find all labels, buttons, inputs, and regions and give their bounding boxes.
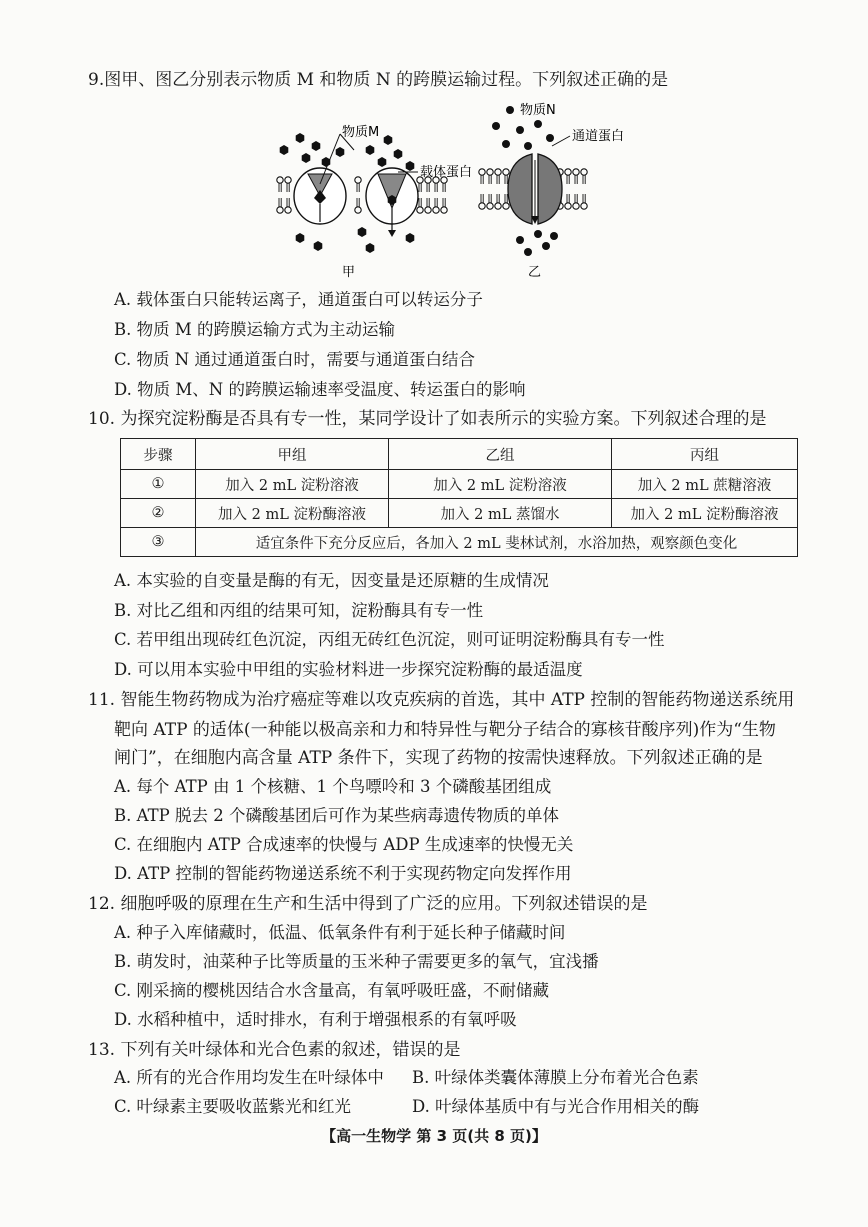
caption-a: 甲 — [342, 265, 356, 280]
label-channel: 通道蛋白 — [572, 129, 625, 144]
q13-option-a: A. 所有的光合作用均发生在叶绿体中 — [114, 1068, 384, 1087]
channel-protein — [508, 154, 562, 224]
q13-option-d: D. 叶绿体基质中有与光合作用相关的酶 — [412, 1097, 700, 1116]
table-cell-merged: 适宜条件下充分反应后，各加入 2 mL 斐林试剂，水浴加热，观察颜色变化 — [196, 528, 798, 557]
q12-option-b: B. 萌发时，油菜种子比等质量的玉米种子需要更多的氧气，宜浅播 — [114, 952, 599, 971]
table-header: 乙组 — [389, 439, 612, 470]
footer-page-number: 第 3 页(共 8 页)】 — [416, 1127, 547, 1145]
q11-option-d: D. ATP 控制的智能药物递送系统不利于实现药物定向发挥作用 — [114, 864, 572, 883]
table-header-row — [121, 439, 798, 470]
q9-stem: 9.图甲、图乙分别表示物质 M 和物质 N 的跨膜运输过程。下列叙述正确的是 — [88, 70, 669, 90]
table-header: 步骤 — [121, 439, 196, 470]
carrier-protein-2 — [366, 168, 418, 237]
table-cell: ① — [121, 470, 196, 499]
q11-stem-line-1: 11. 智能生物药物成为治疗癌症等难以攻克疾病的首选，其中 ATP 控制的智能药物递送系统用 — [88, 690, 795, 710]
table-cell: ② — [121, 499, 196, 528]
table-cell: 加入 2 mL 淀粉溶液 — [389, 470, 612, 499]
table-row — [121, 470, 798, 499]
q13-option-b: B. 叶绿体类囊体薄膜上分布着光合色素 — [412, 1068, 699, 1087]
q11-stem-line-3: 闸门”，在细胞内高含量 ATP 条件下，实现了药物的按需快速释放。下列叙述正确的是 — [114, 748, 763, 768]
table-cell: ③ — [121, 528, 196, 557]
q9-option-c: C. 物质 N 通过通道蛋白时，需要与通道蛋白结合 — [114, 350, 475, 369]
table-row — [121, 499, 798, 528]
membrane-b — [479, 169, 587, 209]
table-row — [121, 528, 798, 557]
label-m: 物质M — [342, 125, 380, 140]
carrier-protein-1 — [294, 168, 346, 224]
table-cell: 加入 2 mL 蒸馏水 — [389, 499, 612, 528]
q12-option-c: C. 刚采摘的樱桃因结合水含量高，有氧呼吸旺盛，不耐储藏 — [114, 981, 550, 1000]
table-cell: 加入 2 mL 蔗糖溶液 — [612, 470, 798, 499]
q9-option-a: A. 载体蛋白只能转运离子，通道蛋白可以转运分子 — [114, 290, 483, 309]
q10-option-b: B. 对比乙组和丙组的结果可知，淀粉酶具有专一性 — [114, 601, 484, 620]
q13-stem: 13. 下列有关叶绿体和光合色素的叙述，错误的是 — [88, 1040, 461, 1060]
q11-option-c: C. 在细胞内 ATP 合成速率的快慢与 ADP 生成速率的快慢无关 — [114, 835, 574, 854]
q10-stem: 10. 为探究淀粉酶是否具有专一性，某同学设计了如表所示的实验方案。下列叙述合理的是 — [88, 409, 767, 429]
table-header: 甲组 — [196, 439, 389, 470]
table-header: 丙组 — [612, 439, 798, 470]
experiment-table — [120, 438, 798, 557]
page-footer — [0, 1125, 868, 1146]
label-n: 物质N — [520, 103, 556, 118]
label-carrier: 载体蛋白 — [420, 165, 473, 180]
q11-option-a: A. 每个 ATP 由 1 个核糖、1 个鸟嘌呤和 3 个磷酸基团组成 — [114, 777, 552, 796]
q10-option-c: C. 若甲组出现砖红色沉淀，丙组无砖红色沉淀，则可证明淀粉酶具有专一性 — [114, 630, 665, 649]
q11-option-b: B. ATP 脱去 2 个磷酸基团后可作为某些病毒遗传物质的单体 — [114, 806, 559, 825]
q12-option-d: D. 水稻种植中，适时排水，有利于增强根系的有氧呼吸 — [114, 1010, 517, 1029]
membrane-transport-diagram — [270, 100, 625, 280]
q12-option-a: A. 种子入库储藏时，低温、低氧条件有利于延长种子储藏时间 — [114, 923, 566, 942]
table-cell: 加入 2 mL 淀粉溶液 — [196, 470, 389, 499]
q12-stem: 12. 细胞呼吸的原理在生产和生活中得到了广泛的应用。下列叙述错误的是 — [88, 894, 648, 914]
table-cell: 加入 2 mL 淀粉酶溶液 — [612, 499, 798, 528]
q13-option-c: C. 叶绿素主要吸收蓝紫光和红光 — [114, 1097, 352, 1116]
footer-subject: 【高一生物学 — [321, 1127, 412, 1145]
q10-option-a: A. 本实验的自变量是酶的有无，因变量是还原糖的生成情况 — [114, 571, 549, 590]
q10-option-d: D. 可以用本实验中甲组的实验材料进一步探究淀粉酶的最适温度 — [114, 660, 583, 679]
q9-option-b: B. 物质 M 的跨膜运输方式为主动运输 — [114, 320, 395, 339]
q9-option-d: D. 物质 M、N 的跨膜运输速率受温度、转运蛋白的影响 — [114, 380, 526, 399]
q11-stem-line-2: 靶向 ATP 的适体(一种能以极高亲和力和特异性与靶分子结合的寡核苷酸序列)作为“生物 — [114, 720, 776, 740]
q9-figure — [270, 100, 625, 280]
table-cell: 加入 2 mL 淀粉酶溶液 — [196, 499, 389, 528]
caption-b: 乙 — [528, 265, 542, 280]
